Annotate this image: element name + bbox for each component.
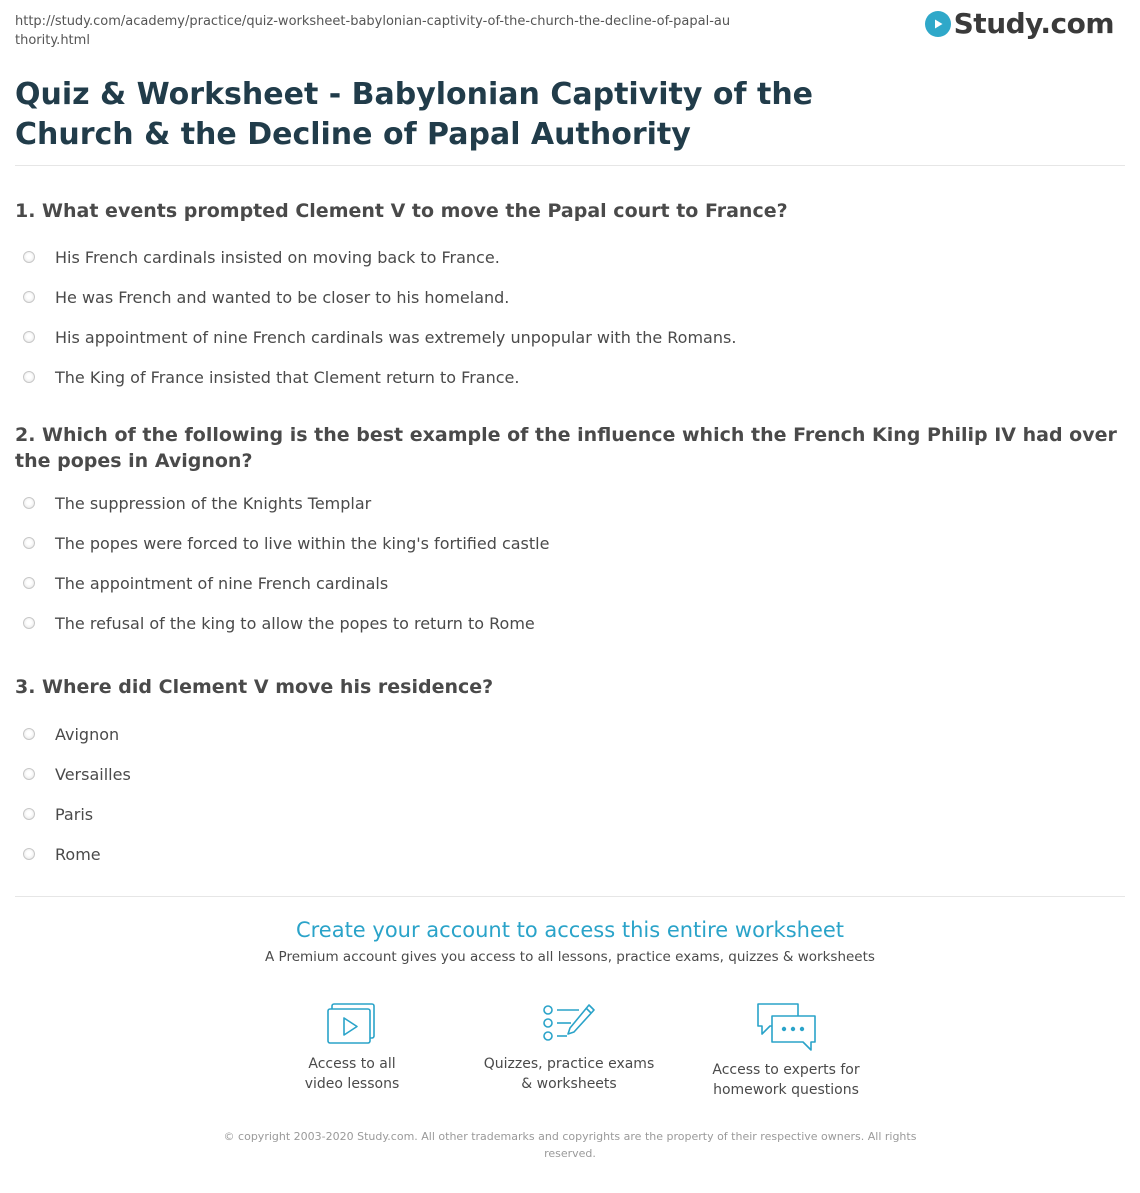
question-2	[15, 422, 1120, 643]
option-list	[15, 714, 1120, 874]
option-label: Avignon	[55, 724, 120, 744]
cta-subtitle: A Premium account gives you access to all lessons, practice exams, quizzes & worksheets	[265, 949, 875, 965]
radio-button[interactable]	[23, 537, 35, 549]
radio-button[interactable]	[23, 808, 35, 820]
option-label: His French cardinals insisted on moving back to France.	[55, 247, 500, 267]
radio-button[interactable]	[23, 728, 35, 740]
option-label: Rome	[55, 844, 101, 864]
option-label: Versailles	[55, 764, 131, 784]
option-label: He was French and wanted to be closer to his homeland.	[55, 287, 510, 307]
feature-quizzes	[469, 1002, 669, 1094]
cta-title-link[interactable]: Create your account to access this entire worksheet	[295, 918, 845, 942]
copyright-text: © copyright 2003-2020 Study.com. All other trademarks and copyrights are the property of their respective owners. All rights reserved.	[223, 1130, 917, 1160]
answer-option[interactable]	[15, 483, 1120, 523]
chat-bubbles-icon	[754, 1002, 818, 1052]
divider	[15, 165, 1125, 166]
radio-button[interactable]	[23, 291, 35, 303]
radio-button[interactable]	[23, 251, 35, 263]
radio-button[interactable]	[23, 577, 35, 589]
feature-label: Quizzes, practice exams & worksheets	[483, 1056, 655, 1092]
answer-option[interactable]	[15, 317, 1120, 357]
option-label: The refusal of the king to allow the popes to return to Rome	[55, 613, 535, 633]
option-label: Paris	[55, 804, 94, 824]
answer-option[interactable]	[15, 523, 1120, 563]
page-title: Quiz & Worksheet - Babylonian Captivity of the Church & the Decline of Papal Authority	[15, 77, 814, 152]
question-1	[15, 198, 1120, 397]
radio-button[interactable]	[23, 617, 35, 629]
feature-experts	[686, 1002, 886, 1100]
option-label: The popes were forced to live within the king's fortified castle	[55, 533, 550, 553]
radio-button[interactable]	[23, 768, 35, 780]
feature-label: Access to experts for homework questions	[712, 1062, 860, 1098]
option-label: The suppression of the Knights Templar	[55, 493, 372, 513]
answer-option[interactable]	[15, 794, 1120, 834]
radio-button[interactable]	[23, 331, 35, 343]
study-logo[interactable]	[925, 8, 1114, 40]
option-label: The appointment of nine French cardinals	[55, 573, 389, 593]
play-icon	[925, 11, 951, 37]
option-label: His appointment of nine French cardinals was extremely unpopular with the Romans.	[55, 327, 737, 347]
page-url: http://study.com/academy/practice/quiz-worksheet-babylonian-captivity-of-the-church-the-decline-of-papal-authority.html	[15, 14, 731, 48]
answer-option[interactable]	[15, 357, 1120, 397]
radio-button[interactable]	[23, 371, 35, 383]
question-text: 1. What events prompted Clement V to move the Papal court to France?	[15, 200, 788, 222]
divider	[15, 896, 1125, 897]
answer-option[interactable]	[15, 277, 1120, 317]
question-text: 3. Where did Clement V move his residence?	[15, 676, 494, 698]
answer-option[interactable]	[15, 714, 1120, 754]
question-3	[15, 674, 1120, 874]
answer-option[interactable]	[15, 237, 1120, 277]
option-list	[15, 483, 1120, 643]
feature-label: Access to all video lessons	[304, 1056, 400, 1092]
answer-option[interactable]	[15, 563, 1120, 603]
option-label: The King of France insisted that Clement return to France.	[55, 367, 520, 387]
logo-text: Study.com	[953, 7, 1114, 40]
answer-option[interactable]	[15, 754, 1120, 794]
radio-button[interactable]	[23, 848, 35, 860]
answer-option[interactable]	[15, 834, 1120, 874]
quiz-checklist-icon	[541, 1002, 597, 1046]
video-lessons-icon	[325, 1002, 379, 1046]
feature-video-lessons	[252, 1002, 452, 1094]
radio-button[interactable]	[23, 497, 35, 509]
question-text: 2. Which of the following is the best example of the influence which the French King Philip IV had over the popes in Avignon?	[15, 424, 1117, 472]
option-list	[15, 237, 1120, 397]
answer-option[interactable]	[15, 603, 1120, 643]
